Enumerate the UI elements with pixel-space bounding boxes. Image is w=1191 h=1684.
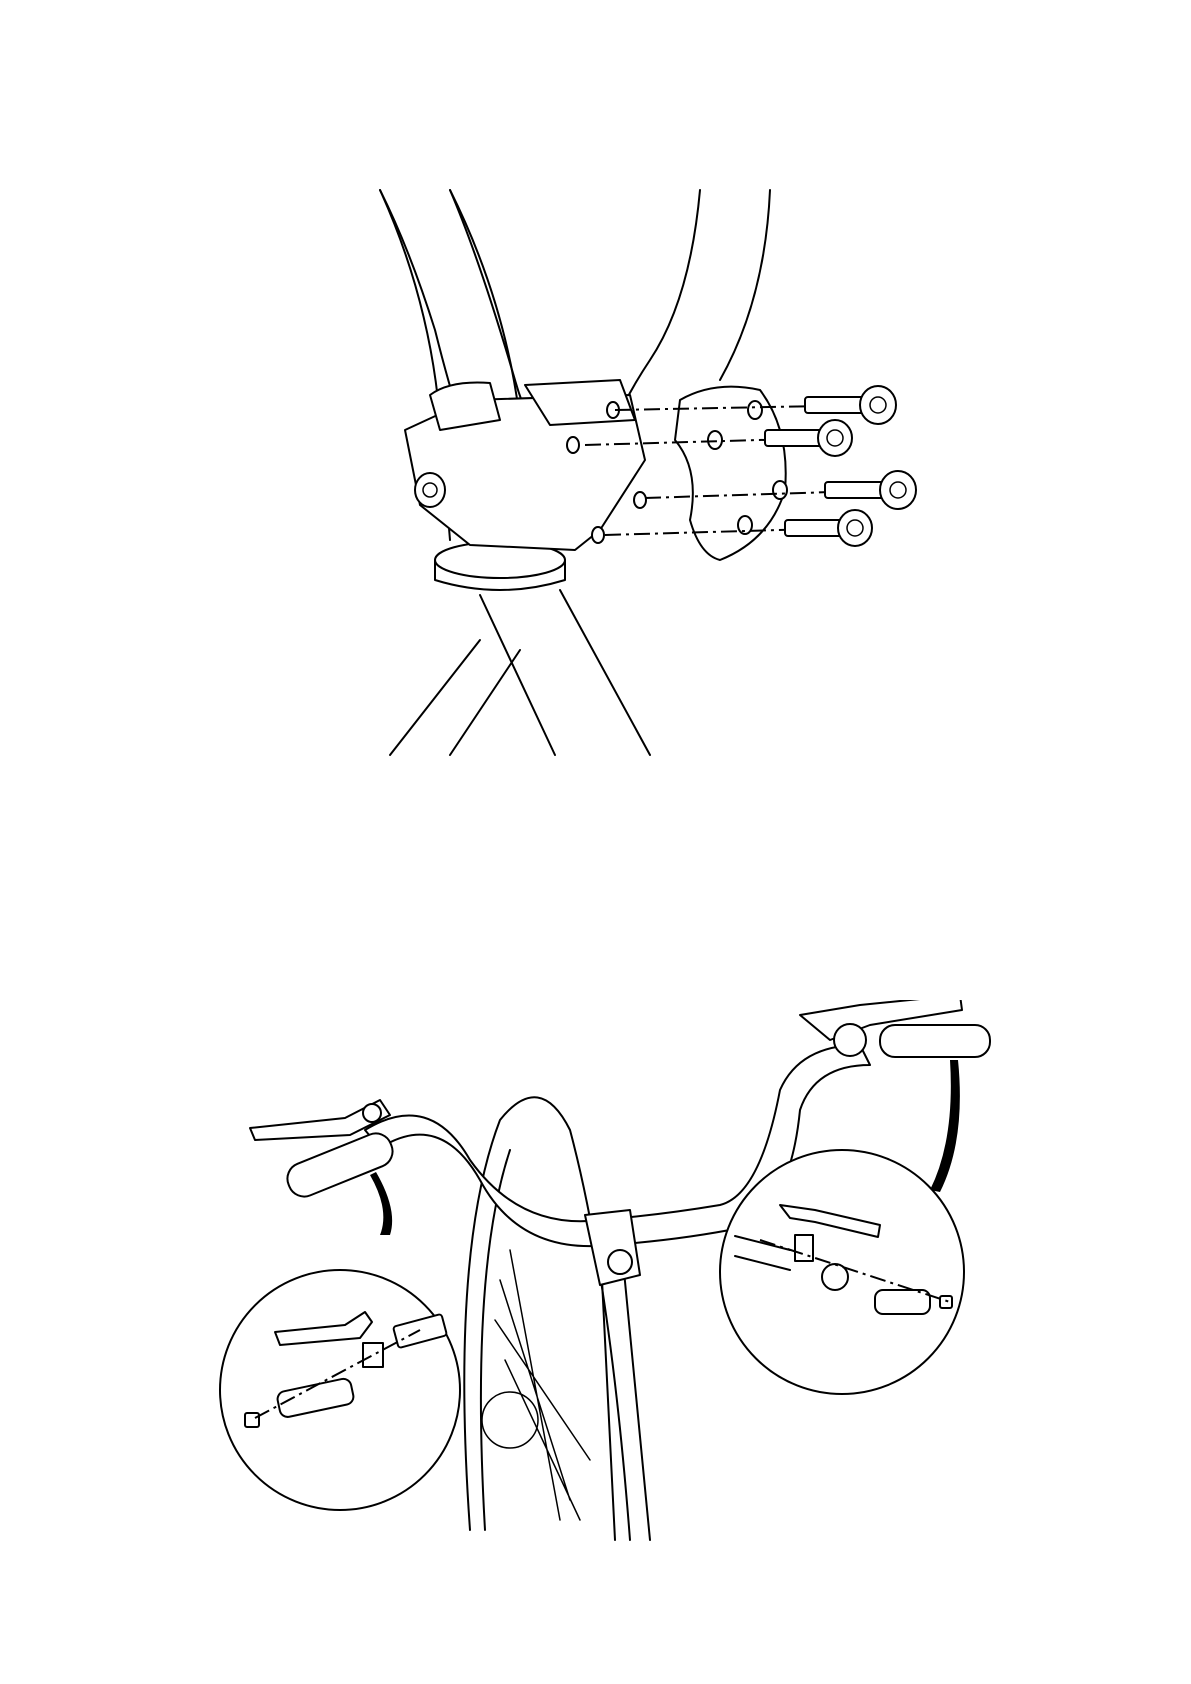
handlebar-illustration xyxy=(0,1000,1191,1684)
stem-faceplate xyxy=(675,387,787,560)
callout-pointer xyxy=(930,1060,960,1192)
handlebar-figure xyxy=(0,1000,1191,1684)
clamp-bolt xyxy=(805,386,896,424)
stem-clamp-illustration xyxy=(0,0,1191,800)
clamp-bolt xyxy=(825,471,916,509)
stem xyxy=(585,1210,640,1285)
right-detail-callout xyxy=(720,1150,964,1394)
stem-clamp-figure xyxy=(0,0,1191,800)
front-wheel xyxy=(464,1097,630,1540)
left-brake-lever xyxy=(250,1100,397,1201)
stem-bolt-head xyxy=(415,473,445,507)
left-detail-callout xyxy=(220,1270,460,1510)
clamp-bolt xyxy=(785,510,872,546)
callout-pointer xyxy=(370,1172,392,1235)
stem-body xyxy=(405,380,646,550)
right-grip xyxy=(880,1025,990,1057)
